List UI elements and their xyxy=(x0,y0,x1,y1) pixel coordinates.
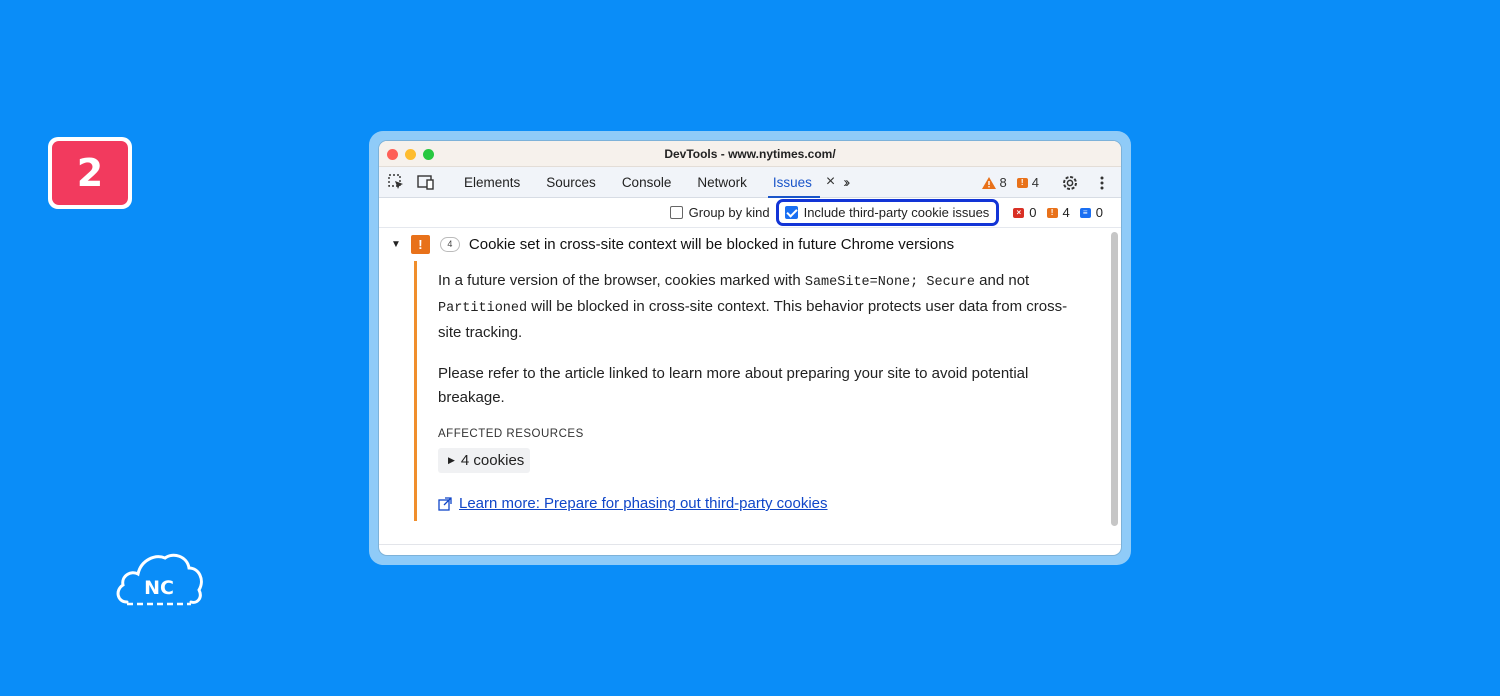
cookies-count-label: 4 cookies xyxy=(460,452,525,469)
step-badge xyxy=(48,137,132,209)
issues-filter-bar xyxy=(379,198,1121,228)
page-errors-count: × 0 xyxy=(1013,205,1036,220)
info-message-icon: ≡ xyxy=(1080,208,1091,218)
include-third-party-checkbox[interactable] xyxy=(776,199,1000,226)
tab-console[interactable]: Console xyxy=(621,174,672,190)
code-samesite: SameSite=None; Secure xyxy=(804,275,975,290)
issue-details xyxy=(414,261,1094,521)
issue-advice: Please refer to the article linked to learn more about preparing your site to avoid potential breakage. xyxy=(438,365,1029,406)
issues-panel xyxy=(379,228,1121,555)
step-number: 2 xyxy=(52,141,128,205)
minimize-window-button[interactable] xyxy=(405,149,416,160)
error-icon: × xyxy=(1013,208,1024,218)
expand-arrow-icon: ▶ xyxy=(448,455,455,465)
settings-gear-icon[interactable] xyxy=(1059,172,1081,194)
device-toolbar-icon[interactable] xyxy=(415,171,437,193)
right-tools xyxy=(1059,167,1113,198)
issue-flag-icon: ! xyxy=(1017,178,1028,188)
learn-more-link[interactable]: Learn more: Prepare for phasing out third-party cookies xyxy=(459,495,828,512)
include-third-party-box[interactable] xyxy=(785,206,798,219)
warning-triangle-icon xyxy=(982,177,996,189)
issue-kind-counts[interactable] xyxy=(1013,205,1103,220)
issue-header[interactable] xyxy=(379,228,1121,260)
window-title: DevTools - www.nytimes.com/ xyxy=(664,146,836,161)
expand-triangle-icon[interactable]: ▼ xyxy=(391,238,401,250)
issue-description: In a future version of the browser, cookies marked with SameSite=None; Secure and not Partitioned will be blocked in cross-site context. This behavior protects user data from cross-site tracking. xyxy=(438,272,1068,341)
tab-elements[interactable]: Elements xyxy=(464,174,521,190)
maximize-window-button[interactable] xyxy=(423,149,434,160)
nc-cloud-logo xyxy=(113,550,205,610)
inspect-element-icon[interactable] xyxy=(385,171,407,193)
issue-title: Cookie set in cross-site context will be blocked in future Chrome versions xyxy=(468,235,955,253)
window-controls xyxy=(387,149,434,160)
group-by-kind-checkbox[interactable] xyxy=(670,205,770,220)
divider xyxy=(379,544,1121,545)
vertical-scrollbar[interactable] xyxy=(1111,232,1118,526)
tab-sources[interactable]: Sources xyxy=(546,174,596,190)
warning-flag-icon: ! xyxy=(1047,208,1058,218)
issue-count-pill: 4 xyxy=(440,237,460,252)
learn-more-row xyxy=(438,495,1094,512)
tab-issues-label: Issues xyxy=(772,174,812,190)
group-by-kind-label: Group by kind xyxy=(688,205,770,220)
screenshot-frame xyxy=(369,131,1131,565)
title-bar xyxy=(379,141,1121,167)
include-third-party-label: Include third-party cookie issues xyxy=(803,205,990,220)
issue-count: ! 4 xyxy=(1017,175,1039,190)
tab-issues[interactable] xyxy=(760,167,818,198)
external-link-icon xyxy=(438,497,452,511)
affected-resources-heading: AFFECTED RESOURCES xyxy=(438,428,584,440)
more-tabs-icon[interactable]: ›› xyxy=(843,173,848,191)
affected-cookies-toggle[interactable] xyxy=(438,448,530,473)
warning-count: 8 xyxy=(982,175,1007,190)
more-options-icon[interactable] xyxy=(1091,172,1113,194)
devtools-window xyxy=(379,141,1121,555)
logo-text: NC xyxy=(144,577,174,599)
close-window-button[interactable] xyxy=(387,149,398,160)
devtools-tab-bar xyxy=(379,167,1121,198)
improvements-count: ≡ 0 xyxy=(1080,205,1103,220)
issue-warning-icon: ! xyxy=(411,235,430,254)
group-by-kind-box[interactable] xyxy=(670,206,683,219)
breaking-changes-count: ! 4 xyxy=(1047,205,1070,220)
close-tab-icon[interactable]: × xyxy=(825,173,836,190)
tab-network[interactable]: Network xyxy=(697,174,747,190)
code-partitioned: Partitioned xyxy=(438,301,528,316)
toolbar-issue-counts[interactable] xyxy=(982,167,1039,198)
